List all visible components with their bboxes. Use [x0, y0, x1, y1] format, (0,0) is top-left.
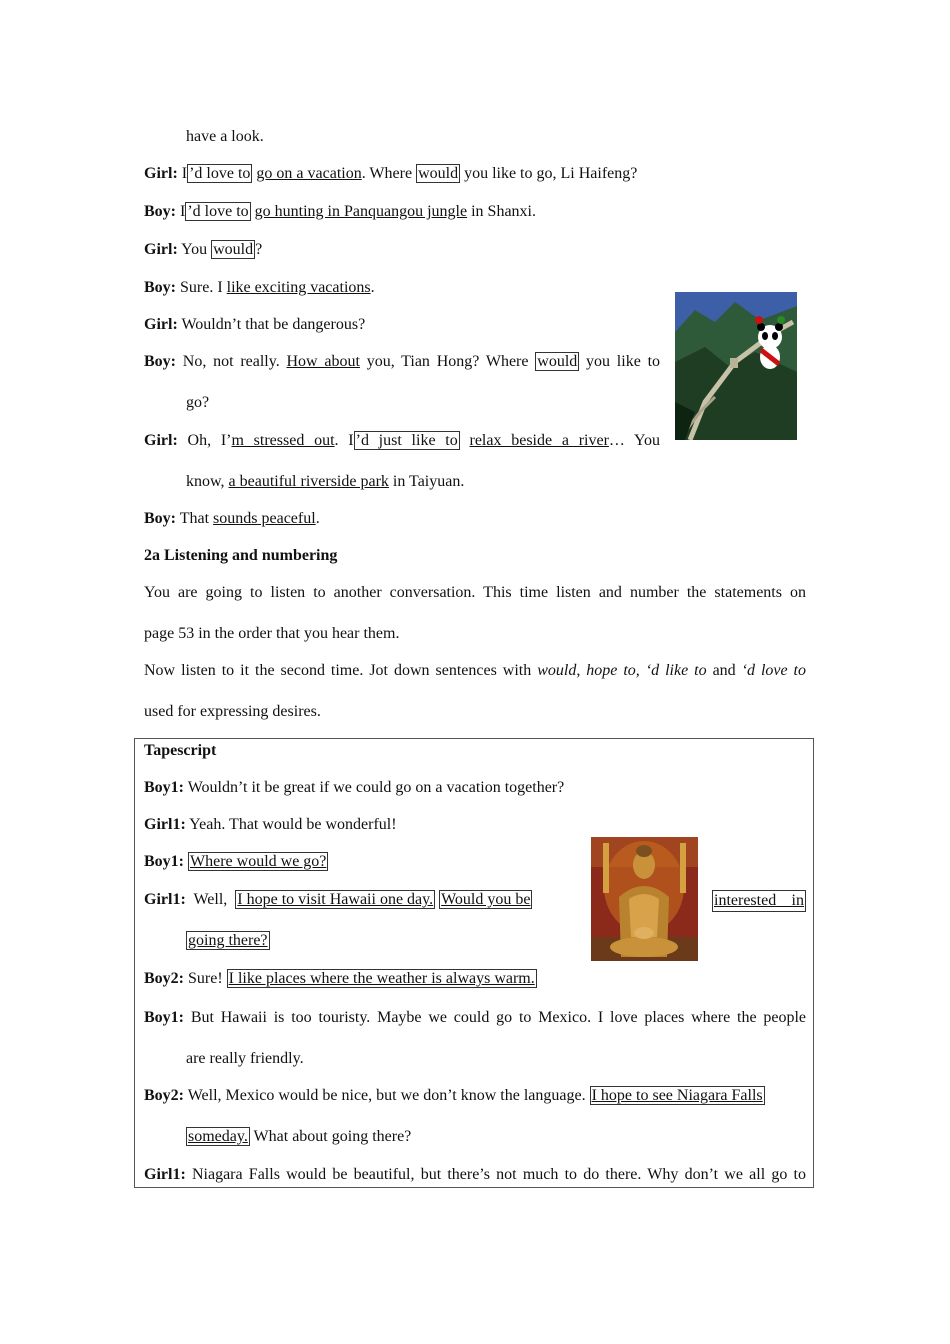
paragraph-line: Now listen to it the second time. Jot down sentences with would, hope to, ‘d like to and ‘d love to — [144, 662, 807, 679]
dialogue-line-cont: go? — [186, 394, 210, 411]
paragraph-line: page 53 in the order that you hear them. — [144, 625, 400, 642]
dialogue-line: Boy2: Well, Mexico would be nice, but we don’t know the language. I hope to see Niagara Falls — [144, 1087, 763, 1104]
dialogue-line: Boy1: Wouldn’t it be great if we could go on a vacation together? — [144, 779, 565, 796]
dialogue-line-cont: are really friendly. — [186, 1050, 304, 1067]
paragraph-line: You are going to listen to another conversation. This time listen and number the statements on — [144, 584, 806, 601]
dialogue-line: Boy2: Sure! I like places where the weather is always warm. — [144, 970, 535, 987]
dialogue-line: Girl: I ’d love to go on a vacation. Where would you like to go, Li Haifeng? — [144, 165, 638, 182]
dialogue-line: Girl1: Well, I hope to visit Hawaii one day. Would you be — [144, 891, 531, 908]
dialogue-line-cont: someday. What about going there? — [188, 1128, 412, 1145]
great-wall-panda-image — [675, 292, 797, 440]
dialogue-line: Girl: You would ? — [144, 241, 263, 258]
dialogue-line: Boy: Sure. I like exciting vacations. — [144, 279, 375, 296]
text-line: have a look. — [186, 128, 264, 145]
dialogue-line-right: interested in — [712, 890, 804, 912]
dialogue-line: Boy1: But Hawaii is too touristy. Maybe we could go to Mexico. I love places where the people — [144, 1009, 807, 1026]
dialogue-line: Girl1: Yeah. That would be wonderful! — [144, 816, 397, 833]
tapescript-title: Tapescript — [144, 742, 217, 759]
section-heading: 2a Listening and numbering — [144, 547, 338, 564]
buddha-statue-image — [591, 837, 698, 961]
dialogue-line: Boy: No, not really. How about you, Tian Hong? Where would you like to — [144, 353, 661, 370]
dialogue-line: Boy: That sounds peaceful. — [144, 510, 320, 527]
dialogue-line: Boy: I ’d love to go hunting in Panquangou jungle in Shanxi. — [144, 203, 536, 220]
tapescript-box — [134, 738, 814, 1188]
dialogue-line-cont: going there? — [188, 932, 268, 949]
paragraph-line: used for expressing desires. — [144, 703, 321, 720]
dialogue-line: Boy1: Where would we go? — [144, 853, 327, 870]
dialogue-line: Girl: Wouldn’t that be dangerous? — [144, 316, 366, 333]
dialogue-line: Girl1: Niagara Falls would be beautiful, but there’s not much to do there. Why don’t we all go to — [144, 1166, 806, 1183]
dialogue-line: Girl: Oh, I’m stressed out. I ’d just like to relax beside a river… You — [144, 432, 661, 449]
dialogue-line-cont: know, a beautiful riverside park in Taiyuan. — [186, 473, 465, 490]
